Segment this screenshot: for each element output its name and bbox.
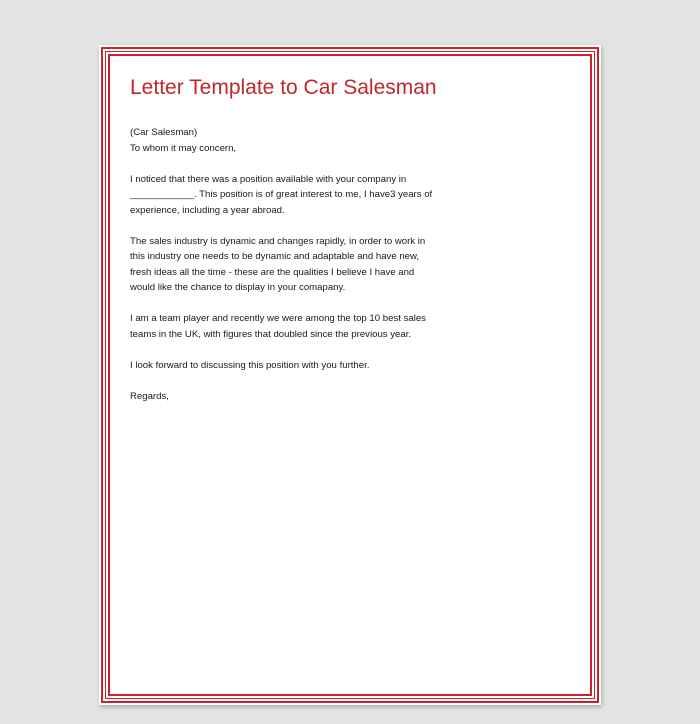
letter-recipient: (Car Salesman) bbox=[130, 127, 198, 138]
paragraph-line: this industry one needs to be dynamic and adaptable and have new, bbox=[130, 251, 420, 262]
letter-salutation: To whom it may concern, bbox=[130, 142, 237, 154]
letter-paragraph-1 bbox=[130, 172, 460, 219]
paragraph-line: ____________. This position is of great interest to me, I have3 years of bbox=[130, 189, 433, 200]
letter-content bbox=[130, 75, 460, 404]
paragraph-line: teams in the UK, with figures that doubled since the previous year. bbox=[130, 328, 412, 340]
paragraph-line: fresh ideas all the time - these are the qualities I believe I have and bbox=[130, 266, 415, 278]
letter-page bbox=[99, 45, 601, 705]
paragraph-line: would like the chance to display in your comapany. bbox=[130, 282, 346, 293]
letter-paragraph-2 bbox=[130, 234, 460, 296]
letter-closing: Regards, bbox=[130, 390, 169, 402]
paragraph-line: experience, including a year abroad. bbox=[130, 204, 285, 216]
paragraph-line: I am a team player and recently we were among the top 10 best sales bbox=[130, 313, 426, 324]
paragraph-line: The sales industry is dynamic and changes rapidly, in order to work in bbox=[130, 235, 426, 247]
paragraph-line: I look forward to discussing this position with you further. bbox=[130, 359, 370, 371]
letter-paragraph-4 bbox=[130, 358, 460, 374]
paragraph-line: I noticed that there was a position available with your company in bbox=[130, 173, 407, 185]
letter-paragraph-3 bbox=[130, 311, 460, 342]
letter-title: Letter Template to Car Salesman bbox=[130, 76, 437, 99]
